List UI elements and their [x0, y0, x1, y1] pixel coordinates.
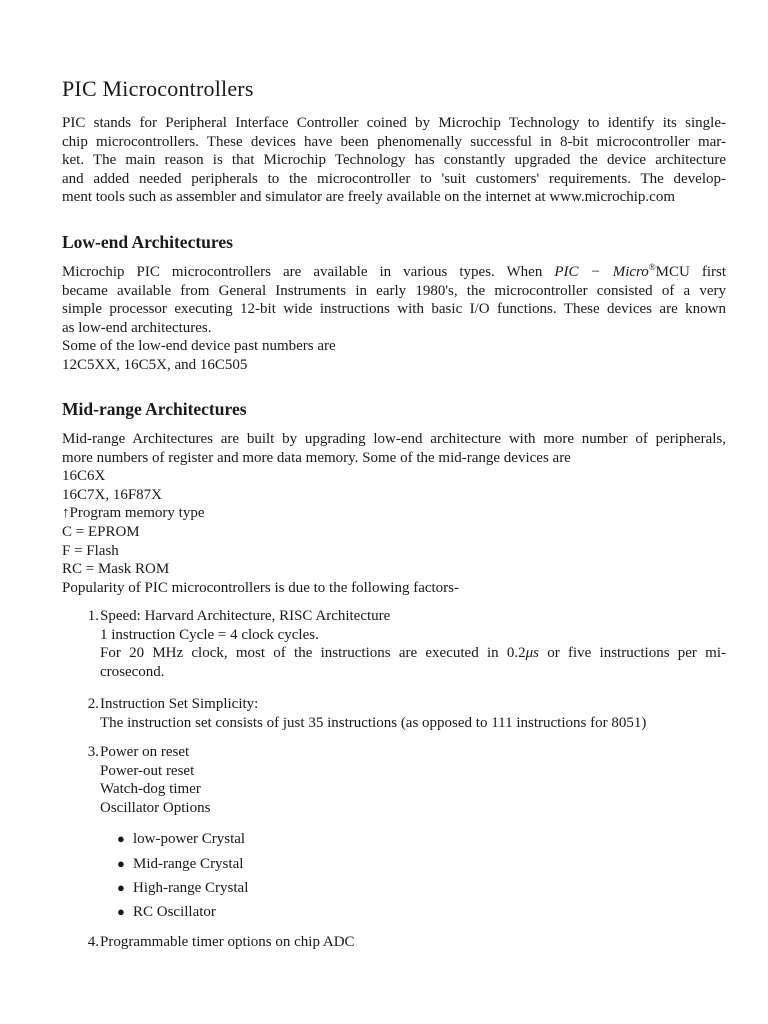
low-end-line-text: MCU first: [655, 264, 727, 280]
list-item: [62, 695, 726, 732]
low-end-line: became available from General Instruments in early 1980's, the microcontroller consisted of a very: [62, 282, 726, 299]
list-item-line: Programmable timer options on chip ADC: [100, 934, 355, 950]
list-item-line: Power on reset: [100, 744, 190, 760]
list-item-line: Power-out reset: [100, 762, 195, 779]
section-heading-low-end: Low-end Architectures: [62, 232, 233, 252]
bullet-text: low-power Crystal: [133, 831, 246, 847]
list-item-number: 3.: [87, 744, 99, 760]
device-line: F = Flash: [62, 542, 119, 559]
popularity-line: Popularity of PIC microcontrollers is due to the following factors-: [62, 579, 460, 596]
device-line: RC = Mask ROM: [62, 561, 170, 578]
bullet-text: High-range Crystal: [133, 880, 249, 896]
intro-line: PIC stands for Peripheral Interface Controller coined by Microchip Technology to identify its single-: [62, 115, 726, 131]
low-end-line-text: Microchip PIC microcontrollers are available in various types. When: [62, 264, 555, 280]
registered-mark: ®: [648, 262, 656, 272]
list-item-line: Oscillator Options: [100, 799, 211, 816]
list-item: [62, 607, 726, 681]
page-title: PIC Microcontrollers: [62, 76, 254, 101]
intro-line: ket. The main reason is that Microchip Technology has constantly upgraded the device architecture: [62, 152, 726, 169]
bullet-text: RC Oscillator: [133, 904, 216, 920]
device-line: 16C7X, 16F87X: [62, 486, 163, 503]
device-line: ↑Program memory type: [62, 505, 205, 522]
list-item-line: Instruction Set Simplicity:: [100, 696, 259, 712]
list-item-line: Speed: Harvard Architecture, RISC Architecture: [100, 608, 391, 624]
low-end-line: simple processor executing 12-bit wide instructions with basic I/O functions. These devices are known: [62, 301, 726, 318]
bullet-icon: ●: [117, 856, 125, 871]
list-item-line: 1 instruction Cycle = 4 clock cycles.: [100, 626, 319, 643]
intro-line: ment tools such as assembler and simulator are freely available on the internet at www.microchip.com: [62, 189, 675, 206]
mid-range-paragraph: [62, 430, 726, 597]
bullet-icon: ●: [117, 880, 125, 895]
list-item-number: 1.: [87, 608, 99, 624]
device-line: 16C6X: [62, 468, 106, 485]
list-item-line: The instruction set consists of just 35 instructions (as opposed to 111 instructions for 8051): [100, 714, 647, 731]
intro-paragraph: [62, 114, 726, 207]
intro-line: and added needed peripherals to the microcontroller to 'suit customers' requirements. The develop-: [62, 170, 726, 187]
list-item-line-text: For 20 MHz clock, most of the instructions are executed in 0.2: [100, 645, 526, 662]
pic-micro-math: PIC − Micro: [554, 264, 649, 280]
low-end-paragraph: [62, 263, 726, 375]
past-numbers-intro: Some of the low-end device past numbers are: [62, 338, 336, 355]
list-item: [62, 933, 726, 952]
list-item-line: Watch-dog timer: [100, 781, 201, 798]
low-end-line: [62, 263, 726, 282]
mid-range-line: more numbers of register and more data memory. Some of the mid-range devices are: [62, 449, 571, 466]
device-line: C = EPROM: [62, 523, 140, 540]
bullet-icon: ●: [117, 904, 125, 919]
list-item-line: [100, 644, 726, 663]
list-item-line: crosecond.: [100, 663, 165, 680]
past-numbers: 12C5XX, 16C5X, and 16C505: [62, 356, 248, 373]
list-item-line-text: or five instructions per mi-: [538, 645, 727, 662]
list-item: [62, 743, 726, 817]
microsecond-unit: μs: [525, 645, 539, 662]
bullet-icon: ●: [117, 831, 125, 846]
list-item-number: 4.: [87, 934, 99, 950]
mid-range-line: Mid-range Architectures are built by upgrading low-end architecture with more number of peripherals,: [62, 431, 726, 447]
list-item-number: 2.: [87, 696, 99, 712]
section-heading-mid-range: Mid-range Architectures: [62, 399, 247, 419]
low-end-line: as low-end architectures.: [62, 319, 212, 336]
intro-line: chip microcontrollers. These devices have been phenomenally successful in 8-bit microcontroller mar-: [62, 133, 726, 150]
bullet-text: Mid-range Crystal: [133, 856, 244, 872]
